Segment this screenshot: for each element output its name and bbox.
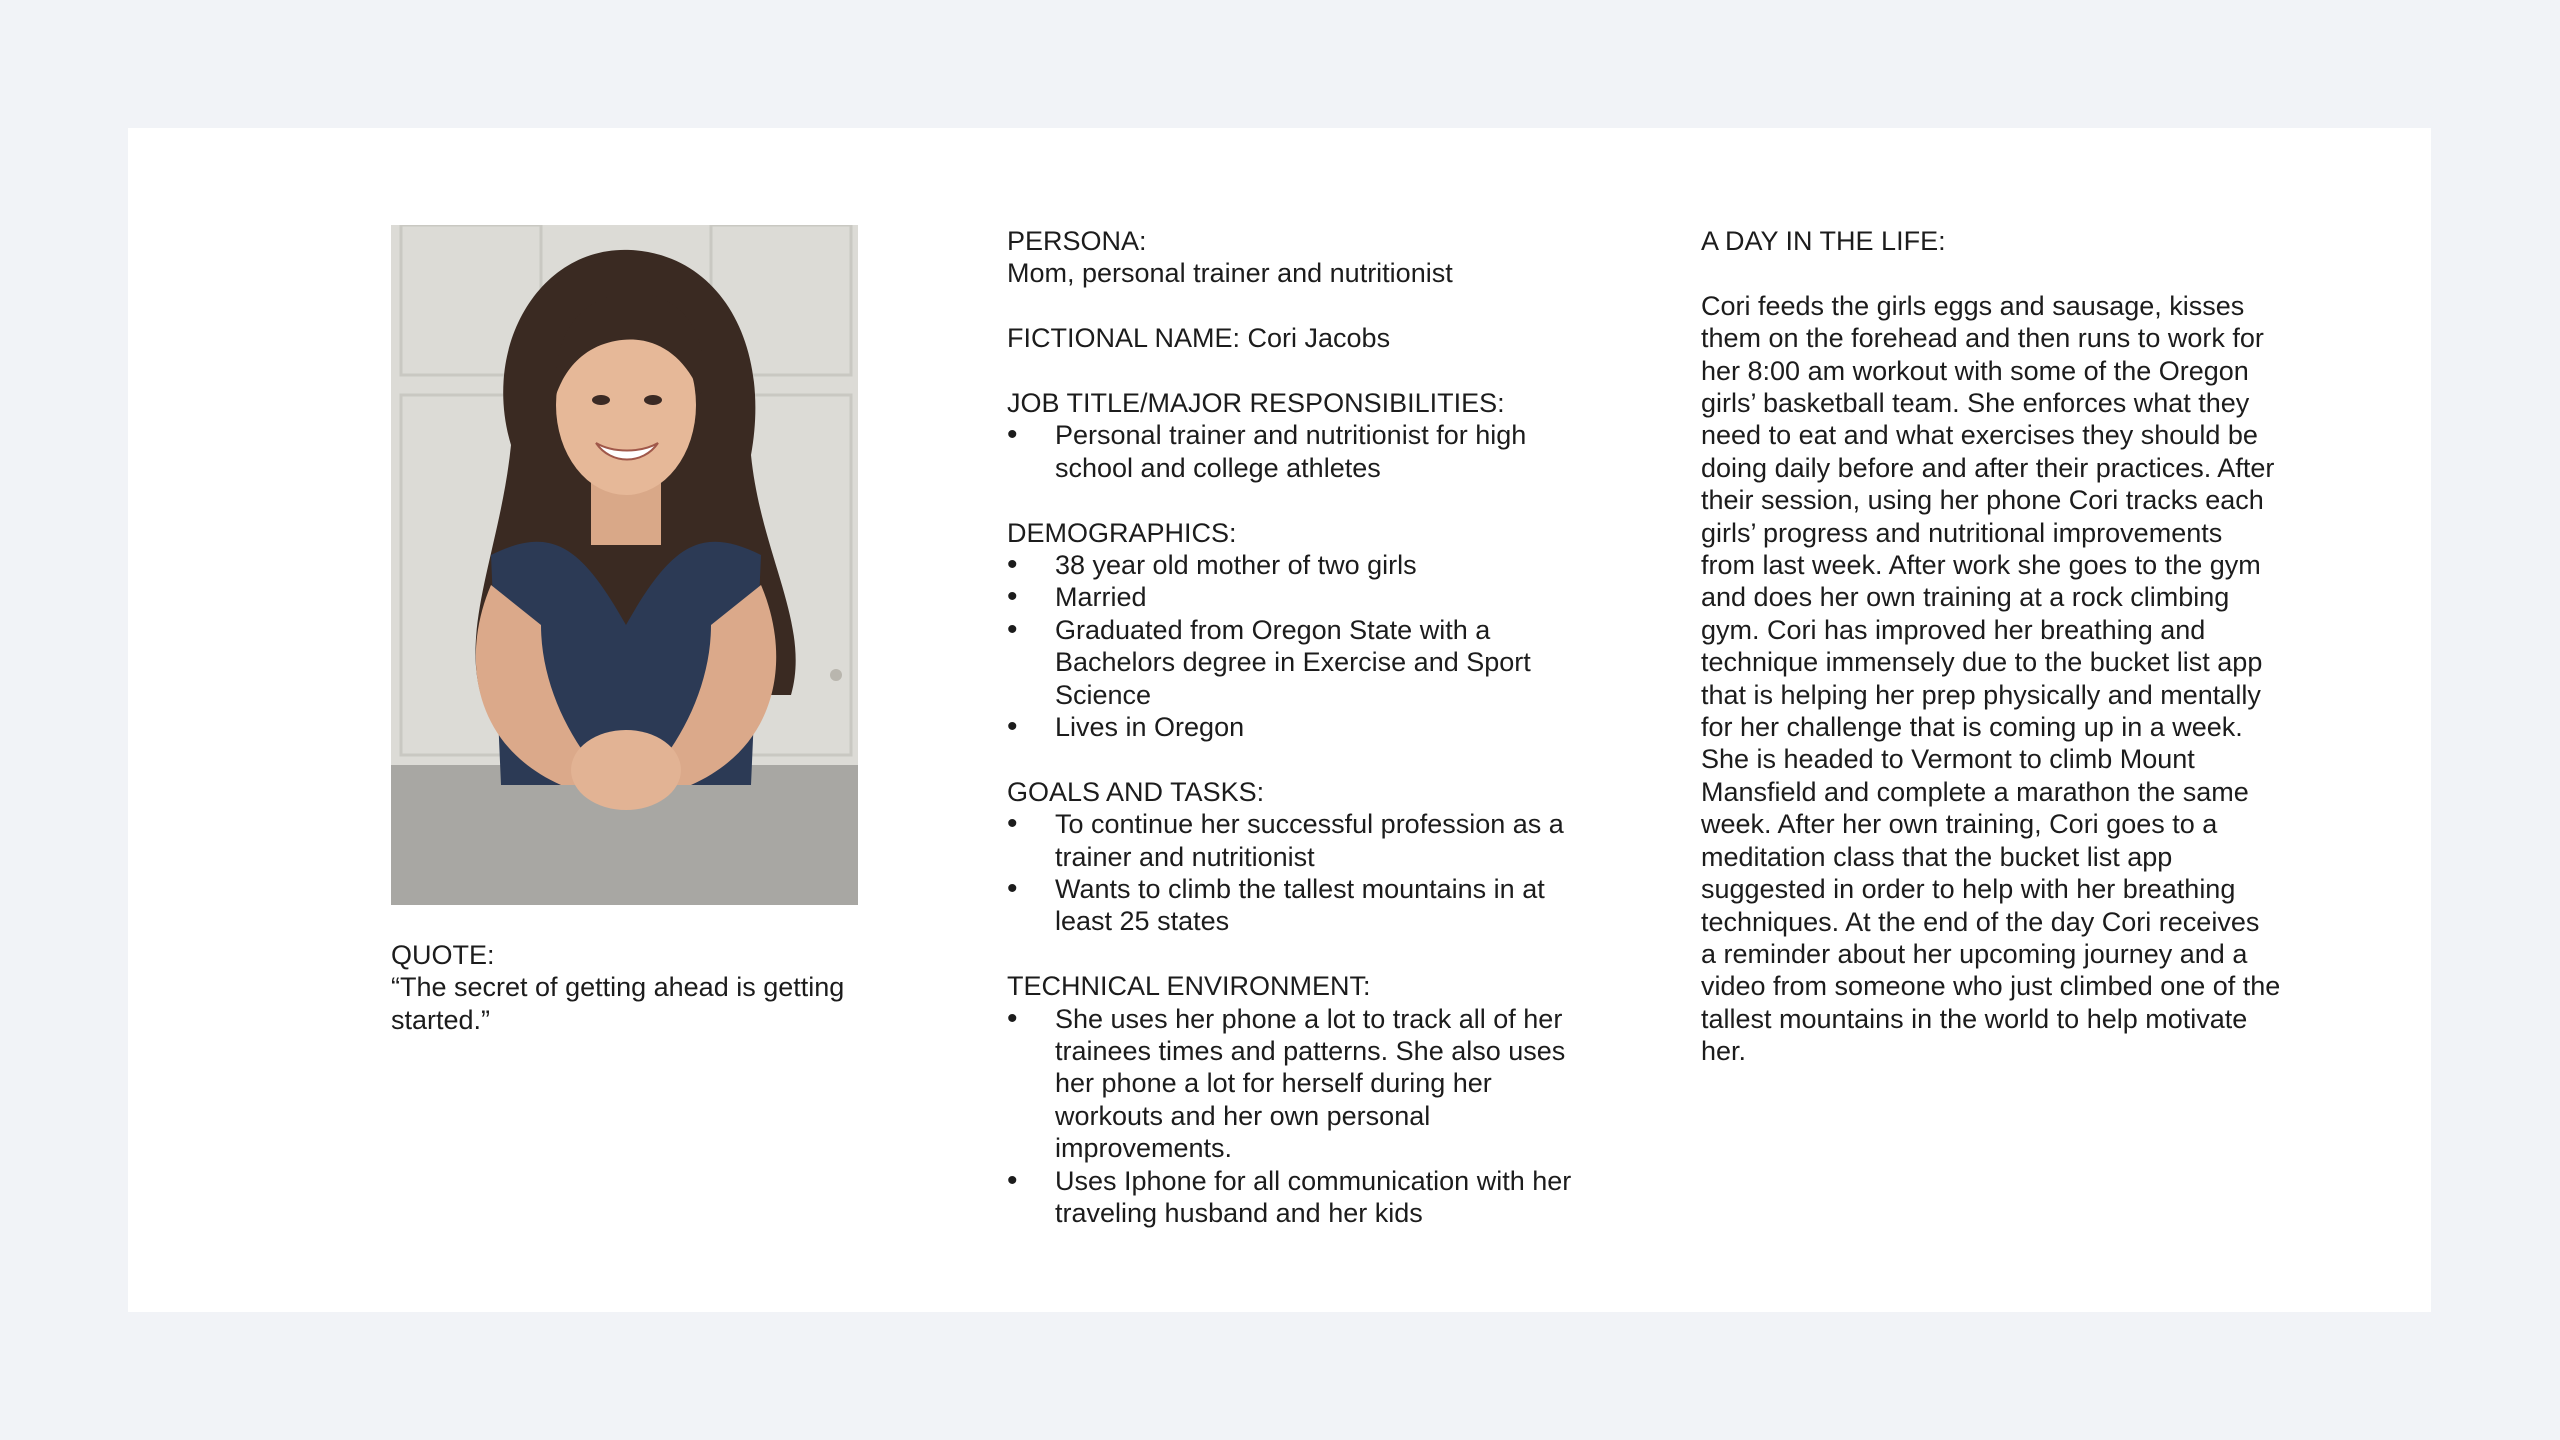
job-item: • Personal trainer and nutritionist for high school and college athletes (1007, 419, 1587, 484)
demographics-item: • Lives in Oregon (1007, 711, 1587, 743)
persona-card (128, 128, 2431, 1312)
goals-heading: GOALS AND TASKS: (1007, 776, 1265, 807)
demographics-heading: DEMOGRAPHICS: (1007, 517, 1237, 548)
tech-item: • She uses her phone a lot to track all of her trainees times and patterns. She also uses her phone a lot for herself during her workouts and her own personal improvements. (1007, 1003, 1587, 1165)
fictional-name-section (1007, 322, 1587, 354)
demographics-item: • 38 year old mother of two girls (1007, 549, 1587, 581)
persona-section (1007, 225, 1587, 290)
left-column (391, 225, 891, 1036)
job-section (1007, 387, 1587, 484)
persona-heading: PERSONA: (1007, 226, 1147, 256)
tech-item: • Uses Iphone for all communication with her traveling husband and her kids (1007, 1165, 1587, 1230)
quote-label: QUOTE: (391, 940, 495, 970)
goals-item: • To continue her successful profession as a trainer and nutritionist (1007, 808, 1587, 873)
demographics-item: • Graduated from Oregon State with a Bachelors degree in Exercise and Sport Science (1007, 614, 1587, 711)
tech-section (1007, 970, 1587, 1229)
middle-column (1007, 225, 1587, 1230)
day-heading: A DAY IN THE LIFE: (1701, 226, 1946, 256)
goals-item: • Wants to climb the tallest mountains in at least 25 states (1007, 873, 1587, 938)
demographics-section (1007, 517, 1587, 744)
persona-value: Mom, personal trainer and nutritionist (1007, 258, 1453, 289)
quote-text: “The secret of getting ahead is getting started.” (391, 972, 845, 1035)
persona-photo (391, 225, 858, 905)
day-text: Cori feeds the girls eggs and sausage, kisses them on the forehead and then runs to work for her 8:00 am workout with some of the Oregon girls’ basketball team. She enforces what they need to eat and what exercises they should be doing daily before and after their practices. After their session, using her phone Cori tracks each girls’ progress and nutritional improvements from last week. After work she goes to the gym and does her own training at a rock climbing gym. Cori has improved her breathing and technique immensely due to the bucket list app that is helping her prep physically and mentally for her challenge that is coming up in a week. She is headed to Vermont to climb Mount Mansfield and complete a marathon the same week. After her own training, Cori goes to a meditation class that the bucket list app suggested in order to help with her breathing techniques. At the end of the day Cori receives a reminder about her upcoming journey and a video from someone who just climbed one of the tallest mountains in the world to help motivate her. (1701, 290, 2281, 1067)
tech-heading: TECHNICAL ENVIRONMENT: (1007, 971, 1371, 1002)
demographics-item: • Married (1007, 581, 1587, 613)
right-column (1701, 225, 2281, 1068)
job-heading: JOB TITLE/MAJOR RESPONSIBILITIES: (1007, 388, 1505, 418)
goals-section (1007, 776, 1587, 938)
fictional-name: FICTIONAL NAME: Cori Jacobs (1007, 323, 1391, 354)
